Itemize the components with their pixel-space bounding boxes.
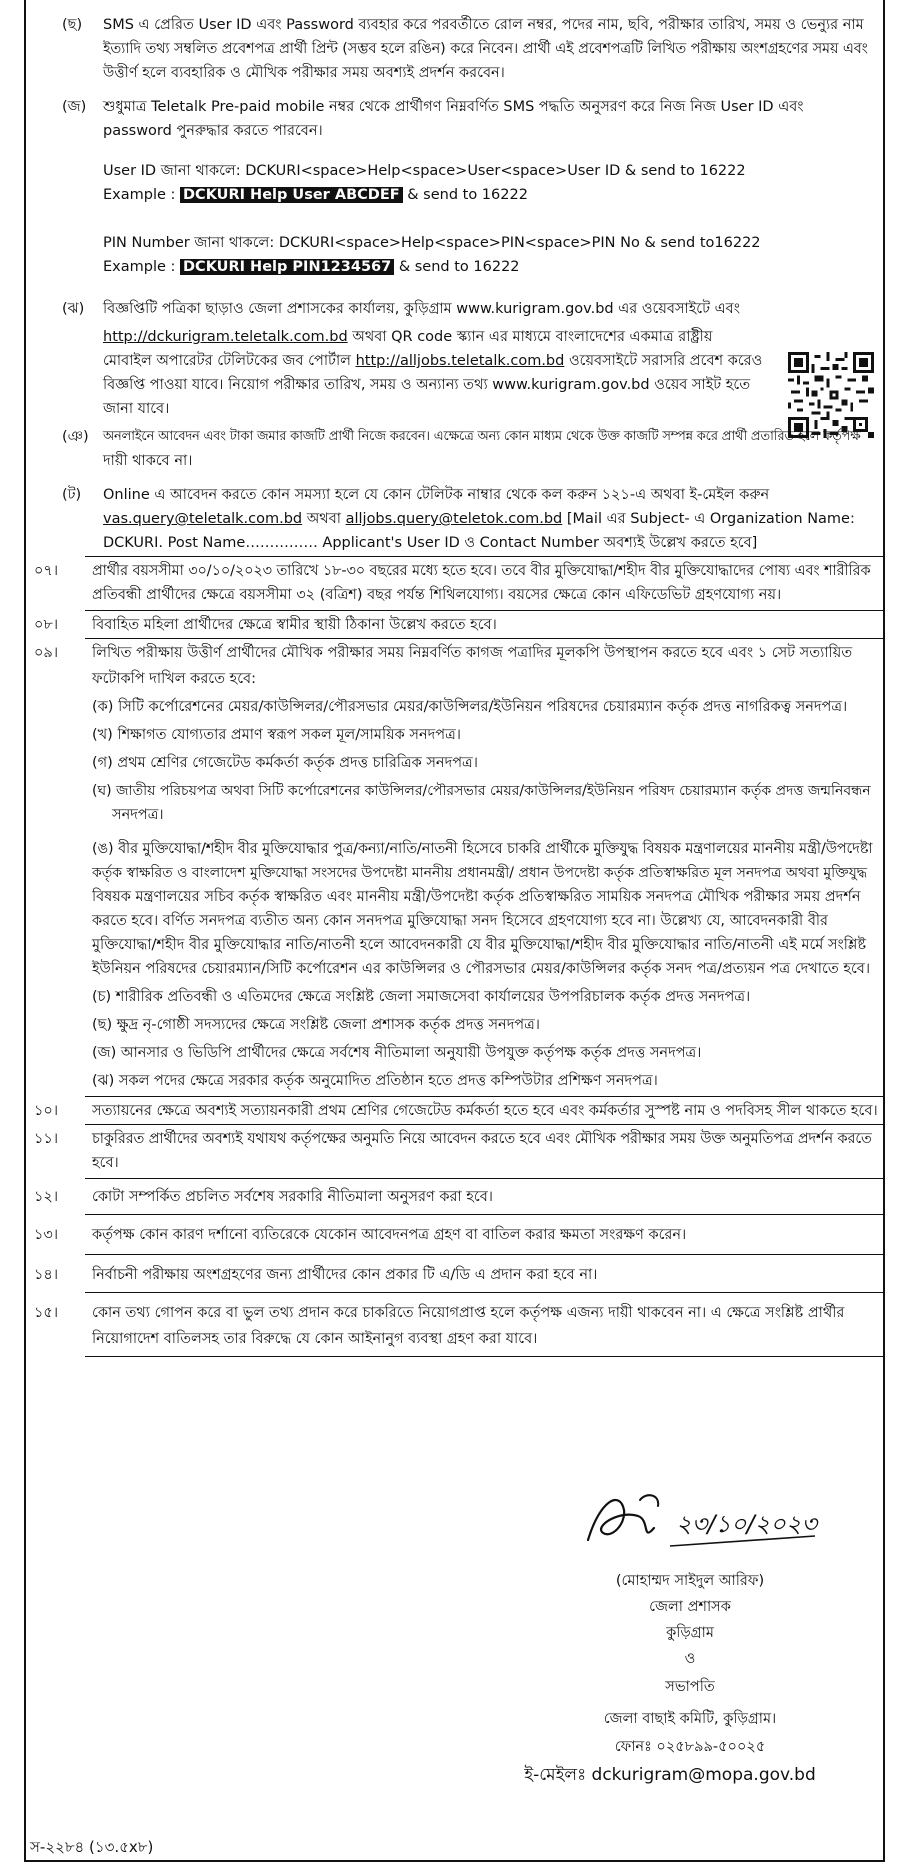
example-suffix: & send to 16222: [394, 259, 520, 275]
document-item: মুক্তিযোদ্ধা/শহীদ বীর মুক্তিযোদ্ধার নাতি/নাতনী হলে আবেদনকারী যে বীর মুক্তিযোদ্ধা/শহীদ বীর মুক্তিযোদ্ধার নাতি/নাতনী এই মর্মে সংশ্লিষ্ট: [92, 937, 867, 953]
section-line: ফটোকপি দাখিল করতে হবে:: [92, 671, 257, 687]
signature-date: ২৩/১০/২০২৩: [676, 1510, 817, 1538]
section-divider: [85, 638, 885, 639]
section-line: প্রতিবন্ধী প্রার্থীদের ক্ষেত্রে বয়সসীমা ৩২ (বত্রিশ) বছর পর্যন্ত শিথিলযোগ্য। বয়সের ক্ষেত্রে কোন এফিডেভিট গ্রহণযোগ্য নয়।: [92, 587, 782, 603]
example-code: DCKURI Help PIN1234567: [180, 259, 394, 275]
document-item: বিষয়ক মন্ত্রণালয়ের সচিব কর্তৃক স্বাক্ষরিত এবং মাননীয় মন্ত্রী/উপদেষ্টা কর্তৃক প্রতিস্বাক্ষরিত সাময়িক সনদপত্র মৌখিক পরীক্ষার সময় প্রদর্শন: [92, 889, 861, 905]
section-line: নির্বাচনী পরীক্ষায় অংশগ্রহণের জন্য প্রার্থীদের কোন প্রকার টি এ/ডি এ প্রদান করা হবে না।: [92, 1267, 598, 1283]
section-divider: [85, 1124, 885, 1125]
section-line: কোটা সম্পর্কিত প্রচলিত সর্বশেষ সরকারি নীতিমালা অনুসরণ করা হবে।: [92, 1189, 493, 1205]
document-item: (ক) সিটি কর্পোরেশনের মেয়র/কাউন্সিলর/পৌরসভার মেয়র/কাউন্সিলর/ইউনিয়ন পরিষদের চেয়ারম্যান কর্তৃক প্রদত্ত নাগরিকত্ব সনদপত্র।: [92, 699, 848, 715]
document-item: (চ) শারীরিক প্রতিবন্ধী ও এতিমদের ক্ষেত্রে সংশ্লিষ্ট জেলা সমাজসেবা কার্যালয়ের উপপরিচালক কর্তৃক প্রদত্ত সনদপত্র।: [92, 989, 751, 1005]
item-line-text: মোবাইল অপারেটর টেলিটকের জব পোর্টাল: [103, 353, 356, 369]
section-line: কোন তথ্য গোপন করে বা ভুল তথ্য প্রদান করে চাকরিতে নিয়োগপ্রাপ্ত হলে কর্তৃপক্ষ এজন্য দায়ী থাকবেন না। এ ক্ষেত্রে সংশ্লিষ্ট প্রার্থীর: [92, 1305, 845, 1321]
section-number: ১৫।: [34, 1305, 59, 1321]
document-item: কর্তৃক স্বাক্ষরিত ও বাংলাদেশ মুক্তিযোদ্ধা সংসদের উপদেষ্টা মাননীয় প্রধানমন্ত্রী/ প্রধান উপদেষ্টা কর্তৃক প্রতিস্বাক্ষরিত মূল সনদপত্র অথবা মুক্তিযুদ্ধ: [92, 865, 868, 881]
section-divider: [85, 1356, 885, 1357]
item-line: [103, 510, 855, 528]
teletalk-query-email-link[interactable]: vas.query@teletalk.com.bd: [103, 511, 303, 527]
item-line: বিজ্ঞপ্তিটি পত্রিকা ছাড়াও জেলা প্রশাসকের কার্যালয়, কুড়িগ্রাম www.kurigram.gov.bd এর ওয়েবসাইটে এবং: [103, 301, 740, 317]
section-number: ১০।: [34, 1103, 59, 1119]
example-code: DCKURI Help User ABCDEF: [180, 187, 403, 203]
section-line: বিবাহিত মহিলা প্রার্থীদের ক্ষেত্রে স্বামীর স্থায়ী ঠিকানা উল্লেখ করতে হবে।: [92, 617, 497, 633]
example-label: Example :: [103, 187, 181, 203]
section-line: চাকুরিরত প্রার্থীদের অবশ্যই যথাযথ কর্তৃপক্ষের অনুমতি নিয়ে আবেদন করতে হবে এবং মৌখিক পরীক্ষার সময় উক্ত অনুমতিপত্র প্রদর্শন করতে: [92, 1131, 872, 1147]
section-divider: [85, 1254, 885, 1255]
userid-sms-example: [103, 186, 528, 204]
handwritten-signature: [580, 1480, 840, 1560]
pin-sms-example: [103, 258, 520, 276]
pin-sms-format: PIN Number জানা থাকলে: DCKURI<space>Help<space>PIN<space>PIN No & send to16222: [103, 235, 761, 251]
print-code: স-২২৮৪ (১৩.৫x৮): [30, 1838, 154, 1856]
officer-role: সভাপতি: [665, 1679, 715, 1695]
section-number: ১৪।: [34, 1267, 59, 1283]
section-line: কর্তৃপক্ষ কোন কারণ দর্শানো ব্যতিরেকে যেকোন আবেদনপত্র গ্রহণ বা বাতিল করার ক্ষমতা সংরক্ষণ করেন।: [92, 1227, 687, 1243]
item-marker: (ছ): [62, 17, 83, 33]
section-line: লিখিত পরীক্ষায় উত্তীর্ণ প্রার্থীদের মৌখিক পরীক্ষার সময় নিম্নবর্ণিত কাগজ পত্রাদির মূলকপি উপস্থাপন করতে হবে এবং ১ সেট সত্যায়িত: [92, 645, 853, 661]
office-phone: ফোনঃ ০২৫৮৯৯-৫০০২৫: [614, 1739, 766, 1755]
section-number: ০৭।: [34, 563, 59, 579]
conjunction: ও: [684, 1651, 696, 1667]
document-item: (জ) আনসার ও ভিডিপি প্রার্থীদের ক্ষেত্রে সর্বশেষ নীতিমালা অনুযায়ী উপযুক্ত কর্তৃপক্ষ কর্তৃক প্রদত্ত সনদপত্র।: [92, 1045, 702, 1061]
section-number: ১৩।: [34, 1227, 59, 1243]
document-item: সনদপত্র।: [112, 807, 164, 823]
item-line: উত্তীর্ণ হলে ব্যবহারিক ও মৌখিক পরীক্ষার সময় অবশ্যই প্রদর্শন করবেন।: [103, 65, 505, 81]
item-marker: (ঞ): [62, 429, 89, 445]
section-divider: [85, 610, 885, 611]
item-line-text: অথবা QR code স্ক্যান এর মাধ্যমে বাংলাদেশের একমাত্র রাষ্ট্রীয়: [347, 329, 713, 345]
item-line: জানা যাবে।: [103, 401, 170, 417]
item-line-text: [Mail এর Subject- এ Organization Name:: [562, 511, 855, 527]
section-divider: [85, 1292, 885, 1293]
section-number: ০৮।: [34, 617, 59, 633]
document-item: (গ) প্রথম শ্রেণির গেজেটেড কর্মকর্তা কর্তৃক প্রদত্ত চারিত্রিক সনদপত্র।: [92, 755, 478, 771]
document-item: (ঙ) বীর মুক্তিযোদ্ধা/শহীদ বীর মুক্তিযোদ্ধার পুত্র/কন্যা/নাতি/নাতনী হিসেবে চাকরি প্রার্থীকে মুক্তিযুদ্ধ বিষয়ক মন্ত্রণালয়ের মাননীয় মন্ত্রী/উপদেষ্টা: [92, 841, 873, 857]
item-marker: (জ): [62, 99, 87, 115]
alljobs-link[interactable]: http://alljobs.teletalk.com.bd: [355, 353, 565, 369]
committee-name: জেলা বাছাই কমিটি, কুড়িগ্রাম।: [603, 1711, 777, 1727]
officer-title: জেলা প্রশাসক: [649, 1599, 731, 1615]
section-divider: [85, 556, 885, 557]
document-item: ইউনিয়ন পরিষদের চেয়ারম্যান/সিটি কর্পোরেশন এর কাউন্সিলর ও পৌরসভার মেয়র/কাউন্সিলর কর্তৃক সনদ পত্র/প্রত্যয়ন পত্র দেখাতে হবে।: [92, 961, 871, 977]
dckurigram-link[interactable]: http://dckurigram.teletalk.com.bd: [103, 329, 348, 345]
example-label: Example :: [103, 259, 181, 275]
document-item: (খ) শিক্ষাগত যোগ্যতার প্রমাণ স্বরূপ সকল মূল/সাময়িক সনদপত্র।: [92, 727, 461, 743]
item-line-text: অথবা: [302, 511, 346, 527]
userid-sms-format: User ID জানা থাকলে: DCKURI<space>Help<space>User<space>User ID & send to 16222: [103, 163, 746, 179]
section-number: ০৯।: [34, 645, 59, 661]
item-line: DCKURI. Post Name…………… Applicant's User ID ও Contact Number অবশ্যই উল্লেখ করতে হবে]: [103, 535, 758, 551]
section-divider: [85, 1178, 885, 1179]
section-line: নিয়োগাদেশ বাতিলসহ তার বিরুদ্ধে যে কোন আইনানুগ ব্যবস্থা গ্রহণ করা যাবে।: [92, 1331, 538, 1347]
section-line: সত্যায়নের ক্ষেত্রে অবশ্যই সত্যায়নকারী প্রথম শ্রেণির গেজেটেড কর্মকর্তা হতে হবে এবং কর্মকর্তার সুস্পষ্ট নাম ও পদবিসহ সীল থাকতে হবে।: [92, 1103, 878, 1119]
section-divider: [85, 1214, 885, 1215]
document-item: (ঝ) সকল পদের ক্ষেত্রে সরকার কর্তৃক অনুমোদিত প্রতিষ্ঠান হতে প্রদত্ত কম্পিউটার প্রশিক্ষণ সনদপত্র।: [92, 1073, 658, 1089]
item-line: বিজ্ঞপ্তি পাওয়া যাবে। নিয়োগ পরীক্ষার তারিখ, সময় ও অন্যান্য তথ্য www.kurigram.gov.bd ওয়েব সাইট হতে: [103, 377, 751, 393]
office-email[interactable]: ই-মেইলঃ dckurigram@mopa.gov.bd: [524, 1765, 816, 1785]
document-item: (ঘ) জাতীয় পরিচয়পত্র অথবা সিটি কর্পোরেশনের কাউন্সিলর/পৌরসভার মেয়র/কাউন্সিলর/ইউনিয়ন পরিষদ চেয়ারম্যান কর্তৃক প্রদত্ত জন্মনিবন্ধন: [92, 783, 871, 799]
section-number: ১২।: [34, 1189, 59, 1205]
item-line: ইত্যাদি তথ্য সম্বলিত প্রবেশপত্র প্রার্থী প্রিন্ট (সম্ভব হলে রঙিন) করে নিবেন। প্রার্থী এই প্রবেশপত্রটি লিখিত পরীক্ষায় অংশগ্রহণের সময় এবং: [103, 41, 868, 57]
item-line: [103, 352, 762, 370]
item-line: শুধুমাত্র Teletalk Pre-paid mobile নম্বর থেকে প্রার্থীগণ নিম্নবর্ণিত SMS পদ্ধতি অনুসরণ করে নিজ নিজ User ID এবং: [103, 99, 804, 115]
section-line: হবে।: [92, 1155, 119, 1171]
section-line: প্রার্থীর বয়সসীমা ৩০/১০/২০২৩ তারিখে ১৮-৩০ বছরের মধ্যে হতে হবে। তবে বীর মুক্তিযোদ্ধা/শহীদ বীর মুক্তিযোদ্ধাদের পোষ্য এবং শারীরিক: [92, 563, 871, 579]
item-line-text: ওয়েবসাইটে সরাসরি প্রবেশ করেও: [564, 353, 763, 369]
item-marker: (ট): [62, 487, 82, 503]
item-line: SMS এ প্রেরিত User ID এবং Password ব্যবহার করে পরবর্তীতে রোল নম্বর, পদের নাম, ছবি, পরীক্ষার তারিখ, সময় ও ভেন্যুর নাম: [103, 17, 864, 33]
item-line: দায়ী থাকবে না।: [103, 453, 193, 469]
officer-name: (মোহাম্মদ সাইদুল আরিফ): [615, 1573, 765, 1589]
section-divider: [85, 1096, 885, 1097]
qr-code[interactable]: [788, 352, 874, 438]
item-line: password পুনরুদ্ধার করতে পারবেন।: [103, 123, 323, 139]
item-line: [103, 328, 712, 346]
document-item: (ছ) ক্ষুদ্র নৃ-গোষ্ঠী সদস্যদের ক্ষেত্রে সংশ্লিষ্ট জেলা প্রশাসক কর্তৃক প্রদত্ত সনদপত্র।: [92, 1017, 540, 1033]
officer-district: কুড়িগ্রাম: [666, 1625, 714, 1641]
item-line: Online এ আবেদন করতে কোন সমস্যা হলে যে কোন টেলিটক নাম্বার থেকে কল করুন ১২১-এ অথবা ই-মেইল করুন: [103, 487, 770, 503]
document-item: করতে হবে। বর্ণিত সনদপত্র ব্যতীত অন্য কোন সনদপত্র মুক্তিযোদ্ধা সনদ হিসেবে গ্রহণযোগ্য হবে না। উল্লেখ্য যে, আবেদনকারী বীর: [92, 913, 829, 929]
section-number: ১১।: [34, 1131, 59, 1147]
example-suffix: & send to 16222: [402, 187, 528, 203]
item-marker: (ঝ): [62, 301, 85, 317]
alljobs-query-email-link[interactable]: alljobs.query@teletok.com.bd: [345, 511, 563, 527]
item-line: অনলাইনে আবেদন এবং টাকা জমার কাজটি প্রার্থী নিজে করবেন। এক্ষেত্রে অন্য কোন মাধ্যম থেকে উক্ত কাজটি সম্পন্ন করে প্রার্থী প্রতারিত হলে কর্তৃপক্ষ: [103, 429, 861, 444]
